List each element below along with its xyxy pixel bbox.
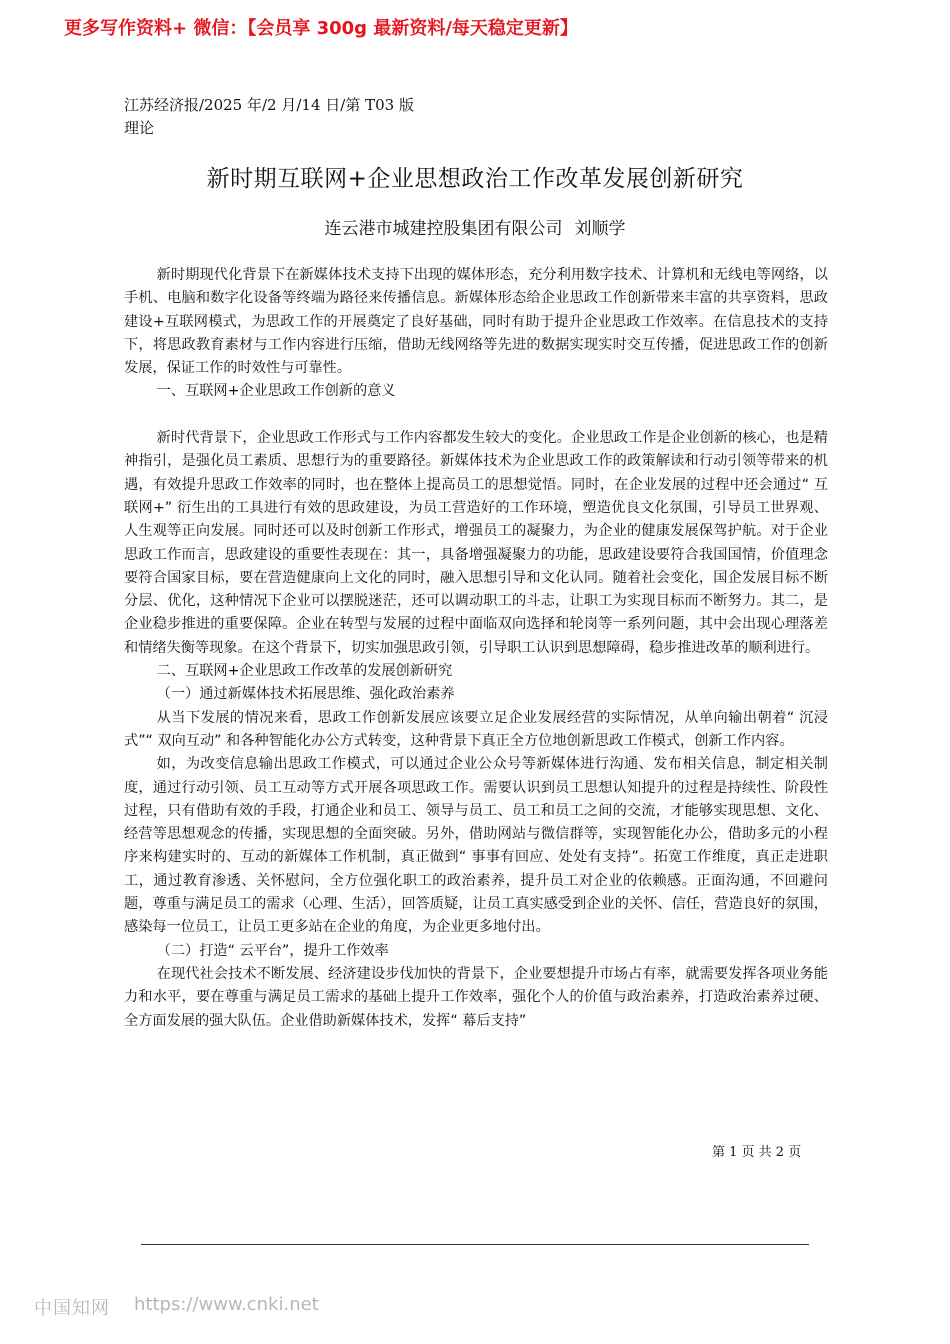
footer-divider (141, 1244, 809, 1245)
paragraph-cloud-platform: 在现代社会技术不断发展、经济建设步伐加快的背景下，企业要想提升市场占有率，就需要发挥各项业务能力和水平，要在尊重与满足员工需求的基础上提升工作效率，强化个人的价值与政治素养，打造政治素养过硬、全方面发展的强大队伍。企业借助新媒体技术，发挥“ 幕后支持” (124, 965, 828, 1029)
section-heading-1: 一、互联网+企业思政工作创新的意义 (156, 383, 396, 400)
section-heading-2: 二、互联网+企业思政工作改革的发展创新研究 (156, 663, 453, 680)
cnki-logo: 中国知网 (34, 1298, 110, 1319)
page-indicator: 第 1 页 共 2 页 (712, 1145, 802, 1160)
author-line (0, 214, 950, 239)
paragraph-example: 如，为改变信息输出思政工作模式，可以通过企业公众号等新媒体进行沟通、发布相关信息，制定相关制度，通过行动引领、员工互动等方式开展各项思政工作。需要认识到员工思想认知提升的过程是持续性、阶段性过程，只有借助有效的手段，打通企业和员工、领导与员工、员工和员工之间的交流，才能够实现思想、文化、经营等思想观念的传播，实现思想的全面突破。另外，借助网站与微信群等，实现智能化办公，借助多元的小程序来构建实时的、互动的新媒体工作机制，真正做到“ 事事有回应、处处有支持”。拓宽工作维度，真正走进职工，通过教育渗透、关怀慰问，全方位强化职工的政治素养，提升员工对企业的依赖感。正面沟通，不回避问题，尊重与满足员工的需求（心理、生活），回答质疑，让员工真实感受到企业的关怀、信任，营造良好的氛围，感染每一位员工，让员工更多站在企业的角度，为企业更多地付出。 (124, 756, 828, 936)
promo-banner: 更多写作资料+ 微信：【会员享 300g 最新资料/每天稳定更新】 (64, 18, 578, 39)
paragraph-intro: 新时期现代化背景下在新媒体技术支持下出现的媒体形态，充分利用数字技术、计算机和无线电等网络，以手机、电脑和数字化设备等终端为路径来传播信息。新媒体形态给企业思政工作创新带来丰富的共享资料，思政建设+互联网模式，为思政工作的开展奠定了良好基础，同时有助于提升企业思政工作效率。在信息技术的支持下，将思政教育素材与工作内容进行压缩，借助无线网络等先进的数据实现实时交互传播，促进思政工作的创新发展，保证工作的时效性与可靠性。 (124, 267, 828, 377)
subsection-heading-2: （二）打造“ 云平台”，提升工作效率 (156, 942, 389, 959)
author-name: 刘顺学 (574, 219, 626, 239)
subsection-heading-1: （一）通过新媒体技术拓展思维、强化政治素养 (156, 686, 455, 703)
paragraph-current-situation: 从当下发展的情况来看，思政工作创新发展应该要立足企业发展经营的实际情况，从单向输出朝着“ 沉浸式”“ 双向互动” 和各种智能化办公方式转变，这种背景下真正全方位地创新思政工作模式，创新工作内容。 (124, 709, 828, 749)
article-body (124, 264, 828, 1033)
author-organization: 连云港市城建控股集团有限公司 (324, 219, 563, 239)
cnki-url[interactable]: https://www.cnki.net (134, 1294, 319, 1315)
paragraph-significance: 新时代背景下，企业思政工作形式与工作内容都发生较大的变化。企业思政工作是企业创新的核心，也是精神指引，是强化员工素质、思想行为的重要路径。新媒体技术为企业思政工作的政策解读和行动引领等带来的机遇，有效提升思政工作效率的同时，也在整体上提高员工的思想觉悟。同时，在企业发展的过程中还会通过“ 互联网+” 衍生出的工具进行有效的思政建设，为员工营造好的工作环境，塑造优良文化氛围，引导员工世界观、人生观等正向发展。同时还可以及时创新工作形式，增强员工的凝聚力，为企业的健康发展保驾护航。对于企业思政工作而言，思政建设的重要性表现在：其一，具备增强凝聚力的功能，思政建设要符合我国国情，价值理念要符合国家目标，要在营造健康向上文化的同时，融入思想引导和文化认同。随着社会变化，国企发展目标不断分层、优化，这种情况下企业可以摆脱迷茫，还可以调动职工的斗志，让职工为实现目标而不断努力。其二，是企业稳步推进的重要保障。企业在转型与发展的过程中面临双向选择和轮岗等一系列问题，其中会出现心理落差和情绪失衡等现象。在这个背景下，切实加强思政引领，引导职工认识到思想障碍，稳步推进改革的顺利进行。 (124, 430, 828, 656)
source-line: 江苏经济报/2025 年/2 月/14 日/第 T03 版理论 (124, 96, 414, 137)
article-title: 新时期互联网+企业思想政治工作改革发展创新研究 (206, 166, 744, 192)
